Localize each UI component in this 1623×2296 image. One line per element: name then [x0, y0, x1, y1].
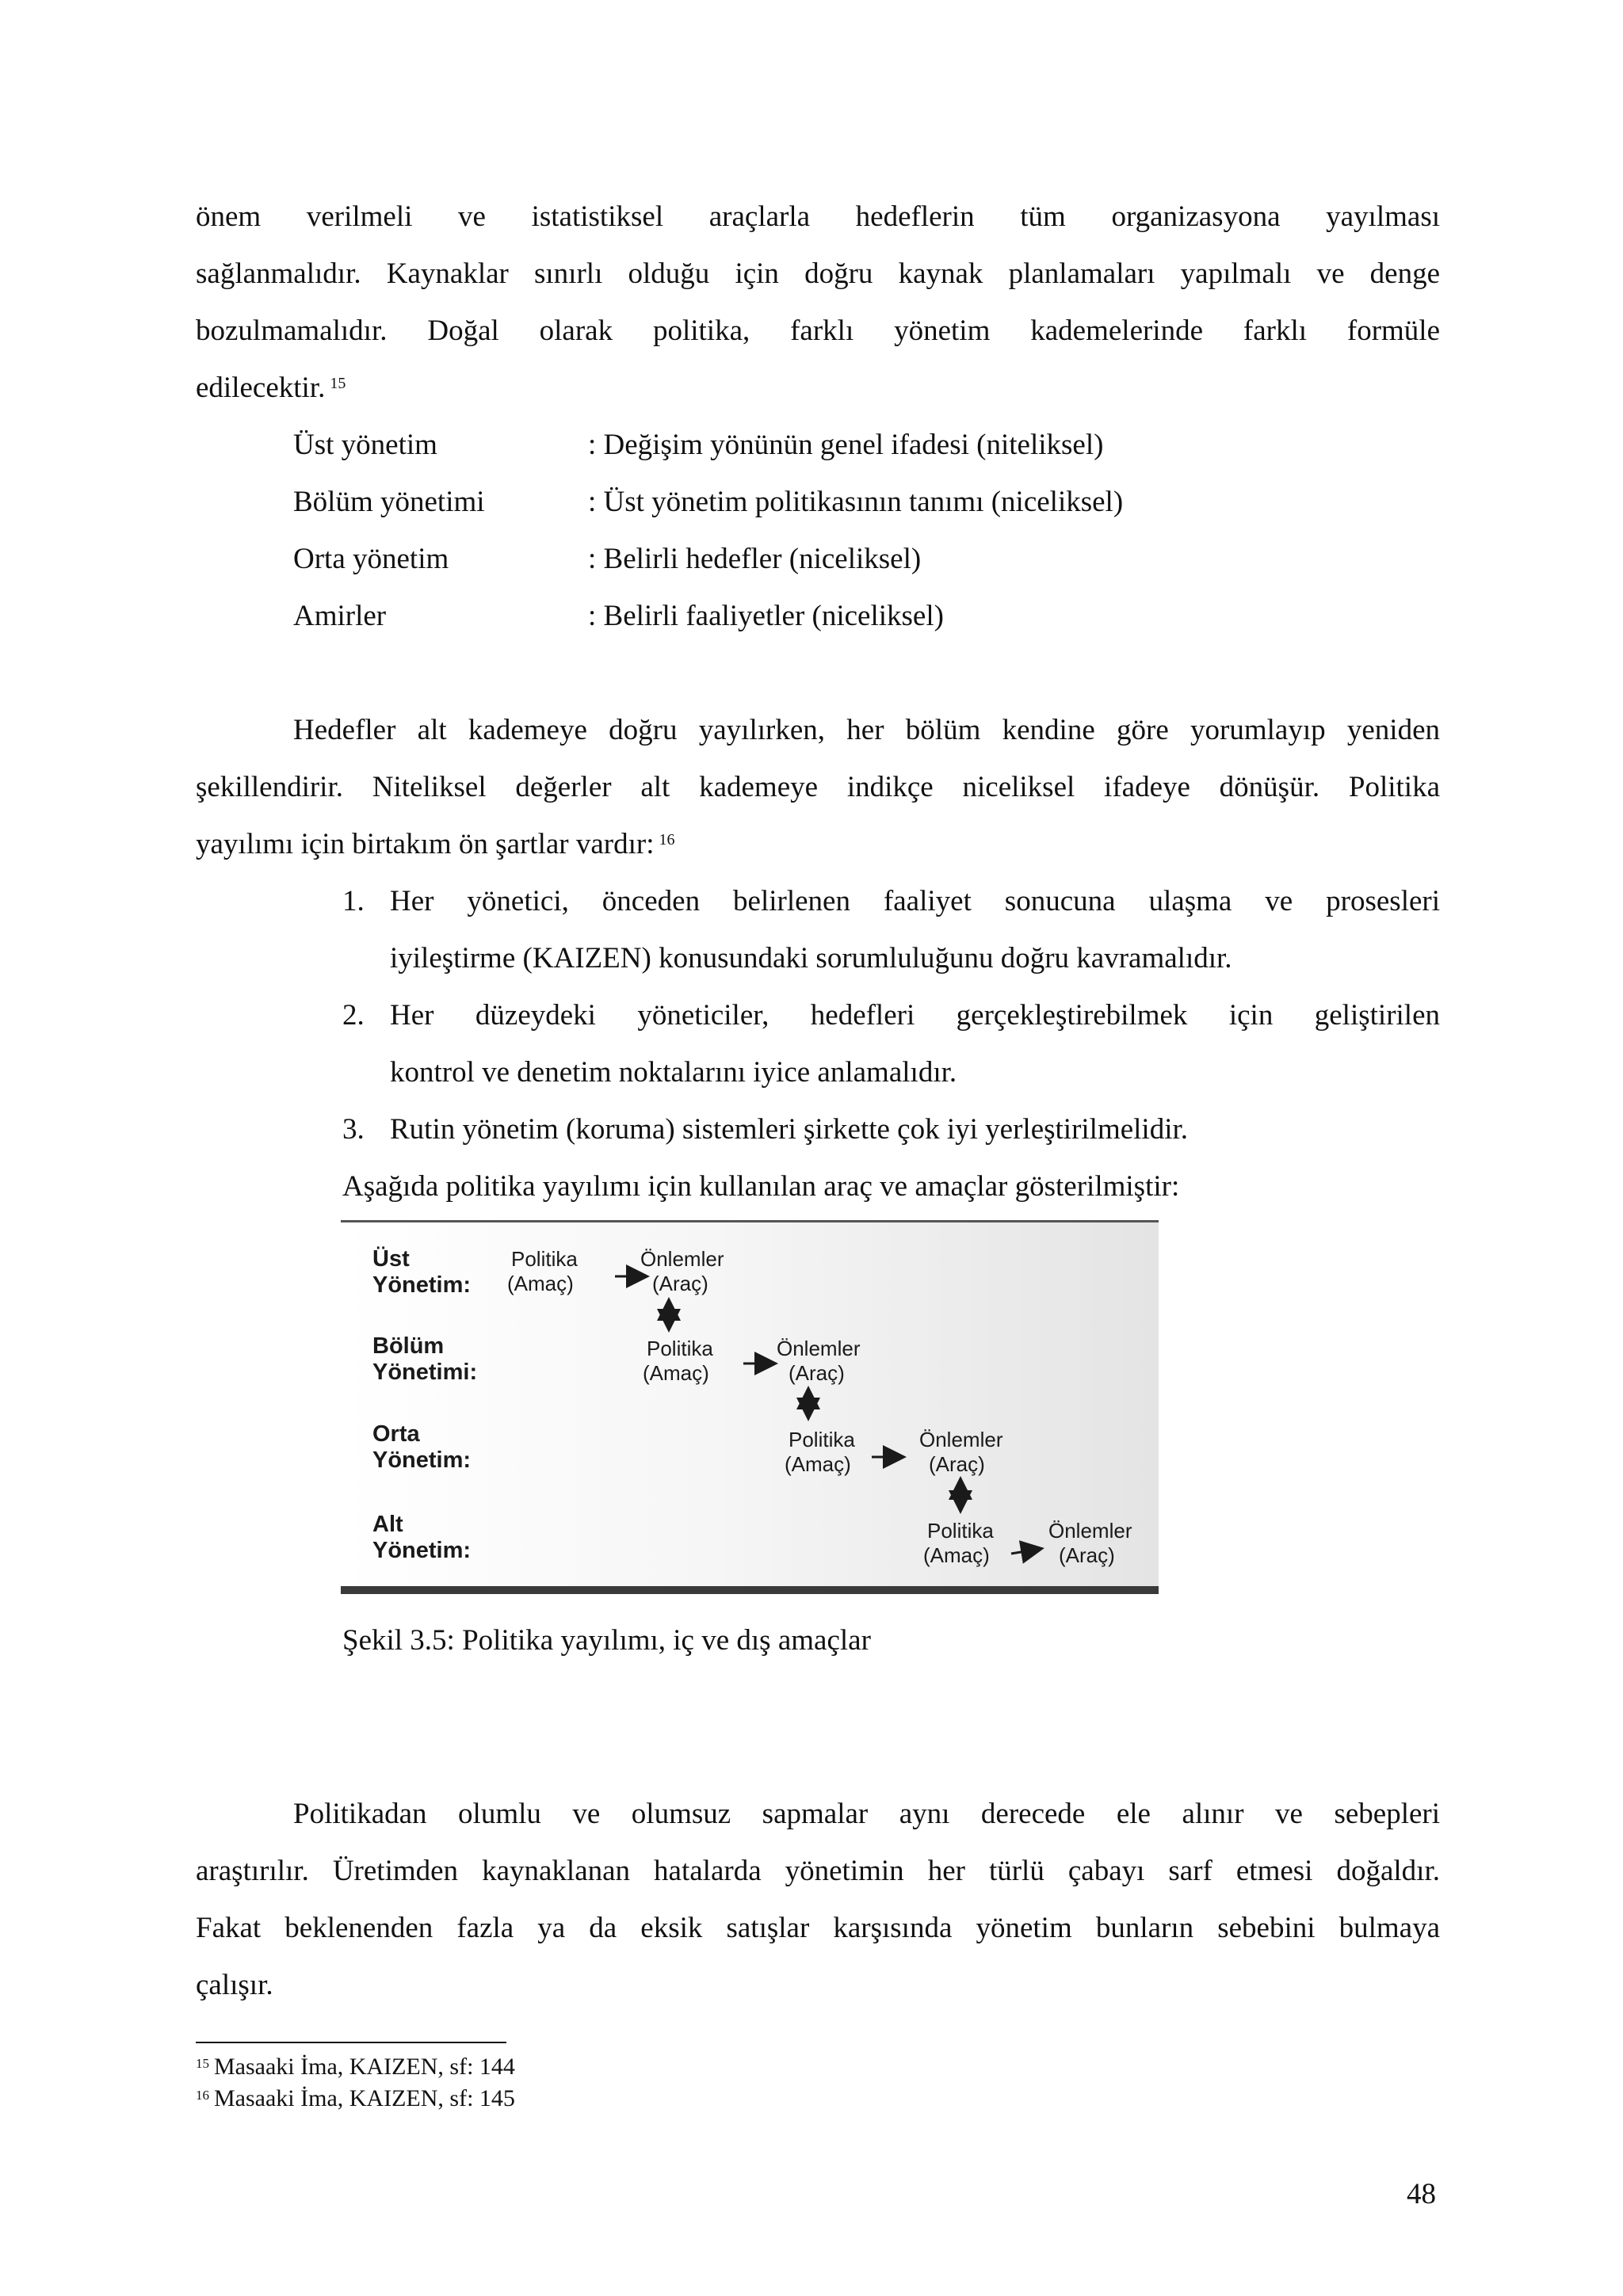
list-item [342, 987, 1440, 1101]
list-line: Her düzeydeki yöneticiler, hedefleri gerçekleştirebilmek için geliştirilen [390, 999, 1440, 1032]
level-label: Üst [372, 1246, 410, 1272]
footnote-ref: 16 [659, 831, 675, 849]
definition-row [293, 417, 1123, 474]
list-item [342, 1101, 1440, 1158]
policy-label: (Amaç) [643, 1361, 709, 1385]
definition-term: Üst yönetim [293, 429, 437, 461]
list-line: Her yönetici, önceden belirlenen faaliyet sonucuna ulaşma ve prosesleri [390, 885, 1440, 917]
paragraph-line: araştırılır. Üretimden kaynaklanan hatalarda yönetimin her türlü çabayı sarf etmesi doğaldır. [196, 1855, 1440, 1887]
figure-caption: Şekil 3.5: Politika yayılımı, iç ve dış amaçlar [342, 1624, 871, 1657]
measure-label: Önlemler [640, 1247, 724, 1271]
level-label: Bölüm [372, 1333, 445, 1359]
policy-label: Politika [927, 1519, 994, 1543]
paragraph-line: Hedefler alt kademeye doğru yayılırken, her bölüm kendine göre yorumlayıp yeniden [293, 714, 1440, 746]
figure-diagram [341, 1222, 1159, 1589]
paragraph-3 [196, 1786, 1440, 2014]
paragraph-line: Fakat beklenenden fazla ya da eksik satışlar karşısında yönetim bunların sebebini bulmaya [196, 1912, 1440, 1944]
paragraph-line [196, 816, 1440, 873]
level-label: Yönetim: [372, 1447, 472, 1473]
page-number: 48 [1407, 2178, 1436, 2210]
list-number: 1. [342, 885, 365, 917]
paragraph-line: sağlanmalıdır. Kaynaklar sınırlı olduğu için doğru kaynak planlamaları yapılmalı ve denge [196, 257, 1440, 290]
definition-desc: : Değişim yönünün genel ifadesi (niteliksel) [588, 429, 1104, 461]
policy-label: (Amaç) [923, 1543, 990, 1567]
policy-label: (Amaç) [785, 1452, 851, 1476]
list-number: 3. [342, 1113, 365, 1146]
level-label: Alt [372, 1512, 403, 1537]
definition-row [293, 588, 1123, 645]
list-item [342, 873, 1440, 987]
paragraph-line: şekillendirir. Niteliksel değerler alt kademeye indikçe niceliksel ifadeye dönüşür. Politika [196, 771, 1440, 803]
definition-desc: : Belirli faaliyetler (niceliksel) [588, 600, 944, 632]
paragraph-line-text: edilecektir. [196, 372, 326, 404]
level-label: Yönetim: [372, 1538, 472, 1563]
measure-label: (Araç) [652, 1272, 708, 1295]
definition-desc: : Üst yönetim politikasının tanımı (niceliksel) [588, 486, 1124, 518]
list-line: iyileştirme (KAIZEN) konusundaki sorumluluğunu doğru kavramalıdır. [390, 942, 1232, 974]
footnote [196, 2052, 515, 2082]
paragraph-line: önem verilmeli ve istatistiksel araçlarla hedeflerin tüm organizasyona yayılması [196, 200, 1440, 233]
measure-label: Önlemler [777, 1337, 861, 1360]
level-label: Orta [372, 1421, 420, 1447]
policy-label: Politika [789, 1428, 855, 1451]
measure-label: (Araç) [789, 1361, 845, 1385]
footnote-text: Masaaki İma, KAIZEN, sf: 145 [214, 2085, 515, 2111]
footnote-number: 16 [196, 2088, 209, 2103]
policy-label: Politika [511, 1247, 578, 1271]
definition-term: Orta yönetim [293, 543, 449, 575]
footnote [196, 2084, 515, 2114]
footnote-number: 15 [196, 2056, 209, 2071]
definition-desc: : Belirli hedefler (niceliksel) [588, 543, 922, 575]
measure-label: Önlemler [919, 1428, 1003, 1451]
figure-intro: Aşağıda politika yayılımı için kullanılan araç ve amaçlar gösterilmiştir: [342, 1170, 1180, 1203]
paragraph-1 [196, 189, 1440, 417]
policy-label: Politika [647, 1337, 713, 1360]
paragraph-line [196, 360, 1440, 417]
list-number: 2. [342, 999, 365, 1032]
measure-label: Önlemler [1048, 1519, 1132, 1543]
footnote-ref: 15 [330, 375, 346, 392]
list-line: Rutin yönetim (koruma) sistemleri şirkette çok iyi yerleştirilmelidir. [390, 1113, 1189, 1146]
paragraph-2 [196, 702, 1440, 873]
paragraph-line: çalışır. [196, 1969, 273, 2001]
definition-row [293, 531, 1123, 588]
paragraph-line-text: yayılımı için birtakım ön şartlar vardır: [196, 828, 655, 860]
definition-row [293, 474, 1123, 531]
definition-list [293, 417, 1123, 645]
policy-deployment-figure [341, 1220, 1159, 1594]
footnote-text: Masaaki İma, KAIZEN, sf: 144 [214, 2054, 515, 2080]
policy-label: (Amaç) [507, 1272, 574, 1295]
level-label: Yönetim: [372, 1272, 472, 1298]
definition-term: Bölüm yönetimi [293, 486, 485, 518]
numbered-list [342, 873, 1440, 1158]
right-arrow-icon [1011, 1549, 1040, 1554]
footnote-divider [196, 2042, 506, 2043]
paragraph-line: Politikadan olumlu ve olumsuz sapmalar aynı derecede ele alınır ve sebepleri [293, 1798, 1440, 1830]
level-label: Yönetimi: [372, 1360, 478, 1385]
list-line: kontrol ve denetim noktalarını iyice anlamalıdır. [390, 1056, 957, 1089]
paragraph-line: bozulmamalıdır. Doğal olarak politika, farklı yönetim kademelerinde farklı formüle [196, 315, 1440, 347]
measure-label: (Araç) [1059, 1543, 1115, 1567]
definition-term: Amirler [293, 600, 387, 632]
measure-label: (Araç) [929, 1452, 985, 1476]
